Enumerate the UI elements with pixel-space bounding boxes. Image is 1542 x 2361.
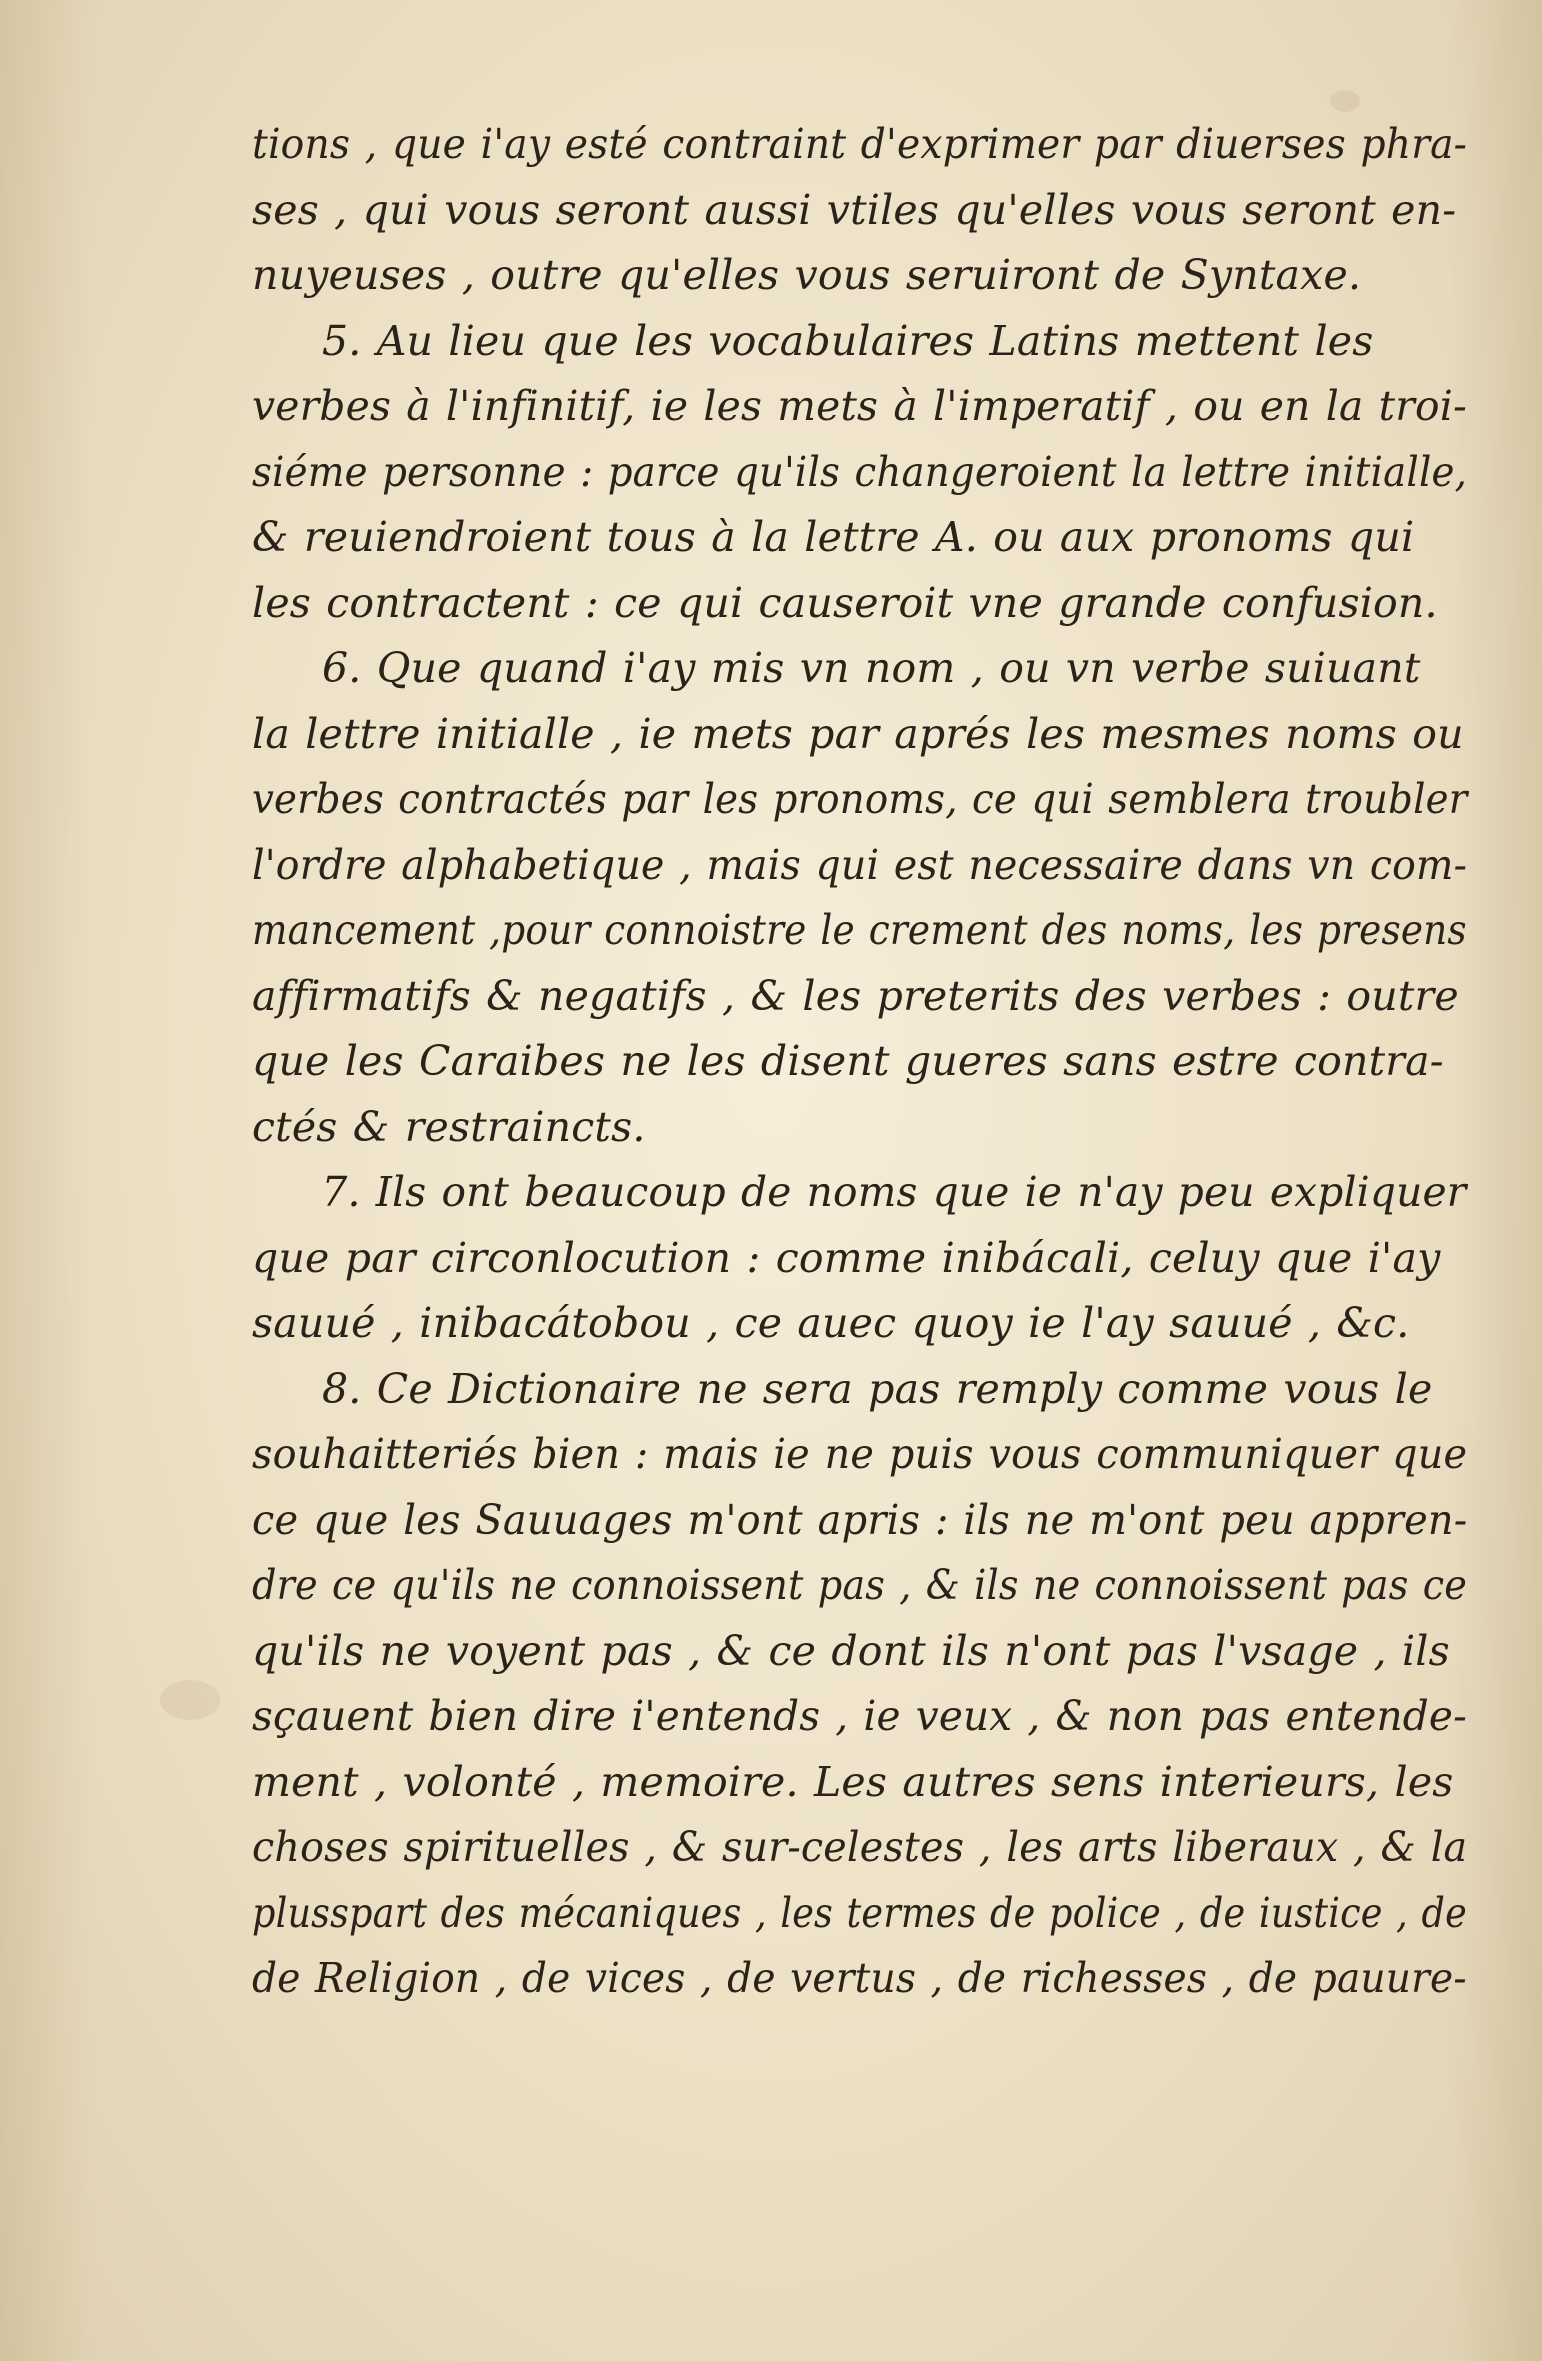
text-line: tions , que i'ay esté contraint d'exprimer par diuerses phra- [252,120,1468,168]
text-line: ce que les Sauuages m'ont apris : ils ne m'ont peu appren- [252,1495,1468,1544]
text-line: l'ordre alphabetique , mais qui est necessaire dans vn com- [252,840,1468,889]
text-line: verbes contractés par les pronoms, ce qui semblera troubler [252,775,1468,823]
text-line: dre ce qu'ils ne connoissent pas , & ils ne connoissent pas ce [252,1561,1468,1609]
text-line: sçauent bien dire i'entends , ie veux , & non pas entende- [252,1692,1467,1740]
text-line: que les Caraibes ne les disent gueres sans estre contra- [252,1037,1444,1085]
text-line: affirmatifs & negatifs , & les preterits des verbes : outre [252,971,1459,1020]
text-line: mancement ,pour connoistre le crement des noms, les presens [252,906,1467,954]
text-line: sauué , inibacátobou , ce auec quoy ie l'ay sauué , &c. [252,1299,1410,1347]
text-line: & reuiendroient tous à la lettre A. ou aux pronoms qui [252,513,1415,561]
text-line: ment , volonté , memoire. Les autres sens interieurs, les [252,1757,1454,1806]
text-line: de Religion , de vices , de vertus , de richesses , de pauure- [252,1954,1467,2002]
paper-stain [160,1680,220,1720]
paper-stain [1330,90,1360,112]
paragraph-7-start: 7. Ils ont beaucoup de noms que ie n'ay peu expliquer [321,1168,1467,1216]
text-line: les contractent : ce qui causeroit vne grande confusion. [252,578,1438,627]
text-line: verbes à l'infinitif, ie les mets à l'imperatif , ou en la troi- [252,382,1467,430]
text-line: siéme personne : parce qu'ils changeroient la lettre initialle, [252,447,1468,496]
paragraph-8-start: 8. Ce Dictionaire ne sera pas remply comme vous le [322,1364,1433,1413]
text-line: ctés & restraincts. [252,1102,646,1151]
text-line: que par circonlocution : comme inibácali, celuy que i'ay [252,1233,1441,1282]
text-line: nuyeuses , outre qu'elles vous seruiront de Syntaxe. [252,251,1362,299]
text-line: plusspart des mécaniques , les termes de police , de iustice , de [252,1888,1467,1937]
text-line: ses , qui vous seront aussi vtiles qu'elles vous seront en- [252,185,1457,234]
text-line: souhaitteriés bien : mais ie ne puis vous communiquer que [252,1430,1468,1478]
paragraph-6-start: 6. Que quand i'ay mis vn nom , ou vn verbe suiuant [322,644,1421,692]
text-line: qu'ils ne voyent pas , & ce dont ils n'ont pas l'vsage , ils [252,1626,1450,1675]
text-line: choses spirituelles , & sur-celestes , les arts liberaux , & la [252,1823,1468,1871]
text-line: la lettre initialle , ie mets par aprés les mesmes noms ou [252,709,1464,758]
paragraph-5-start: 5. Au lieu que les vocabulaires Latins mettent les [322,316,1374,365]
page-text [252,112,1467,2012]
